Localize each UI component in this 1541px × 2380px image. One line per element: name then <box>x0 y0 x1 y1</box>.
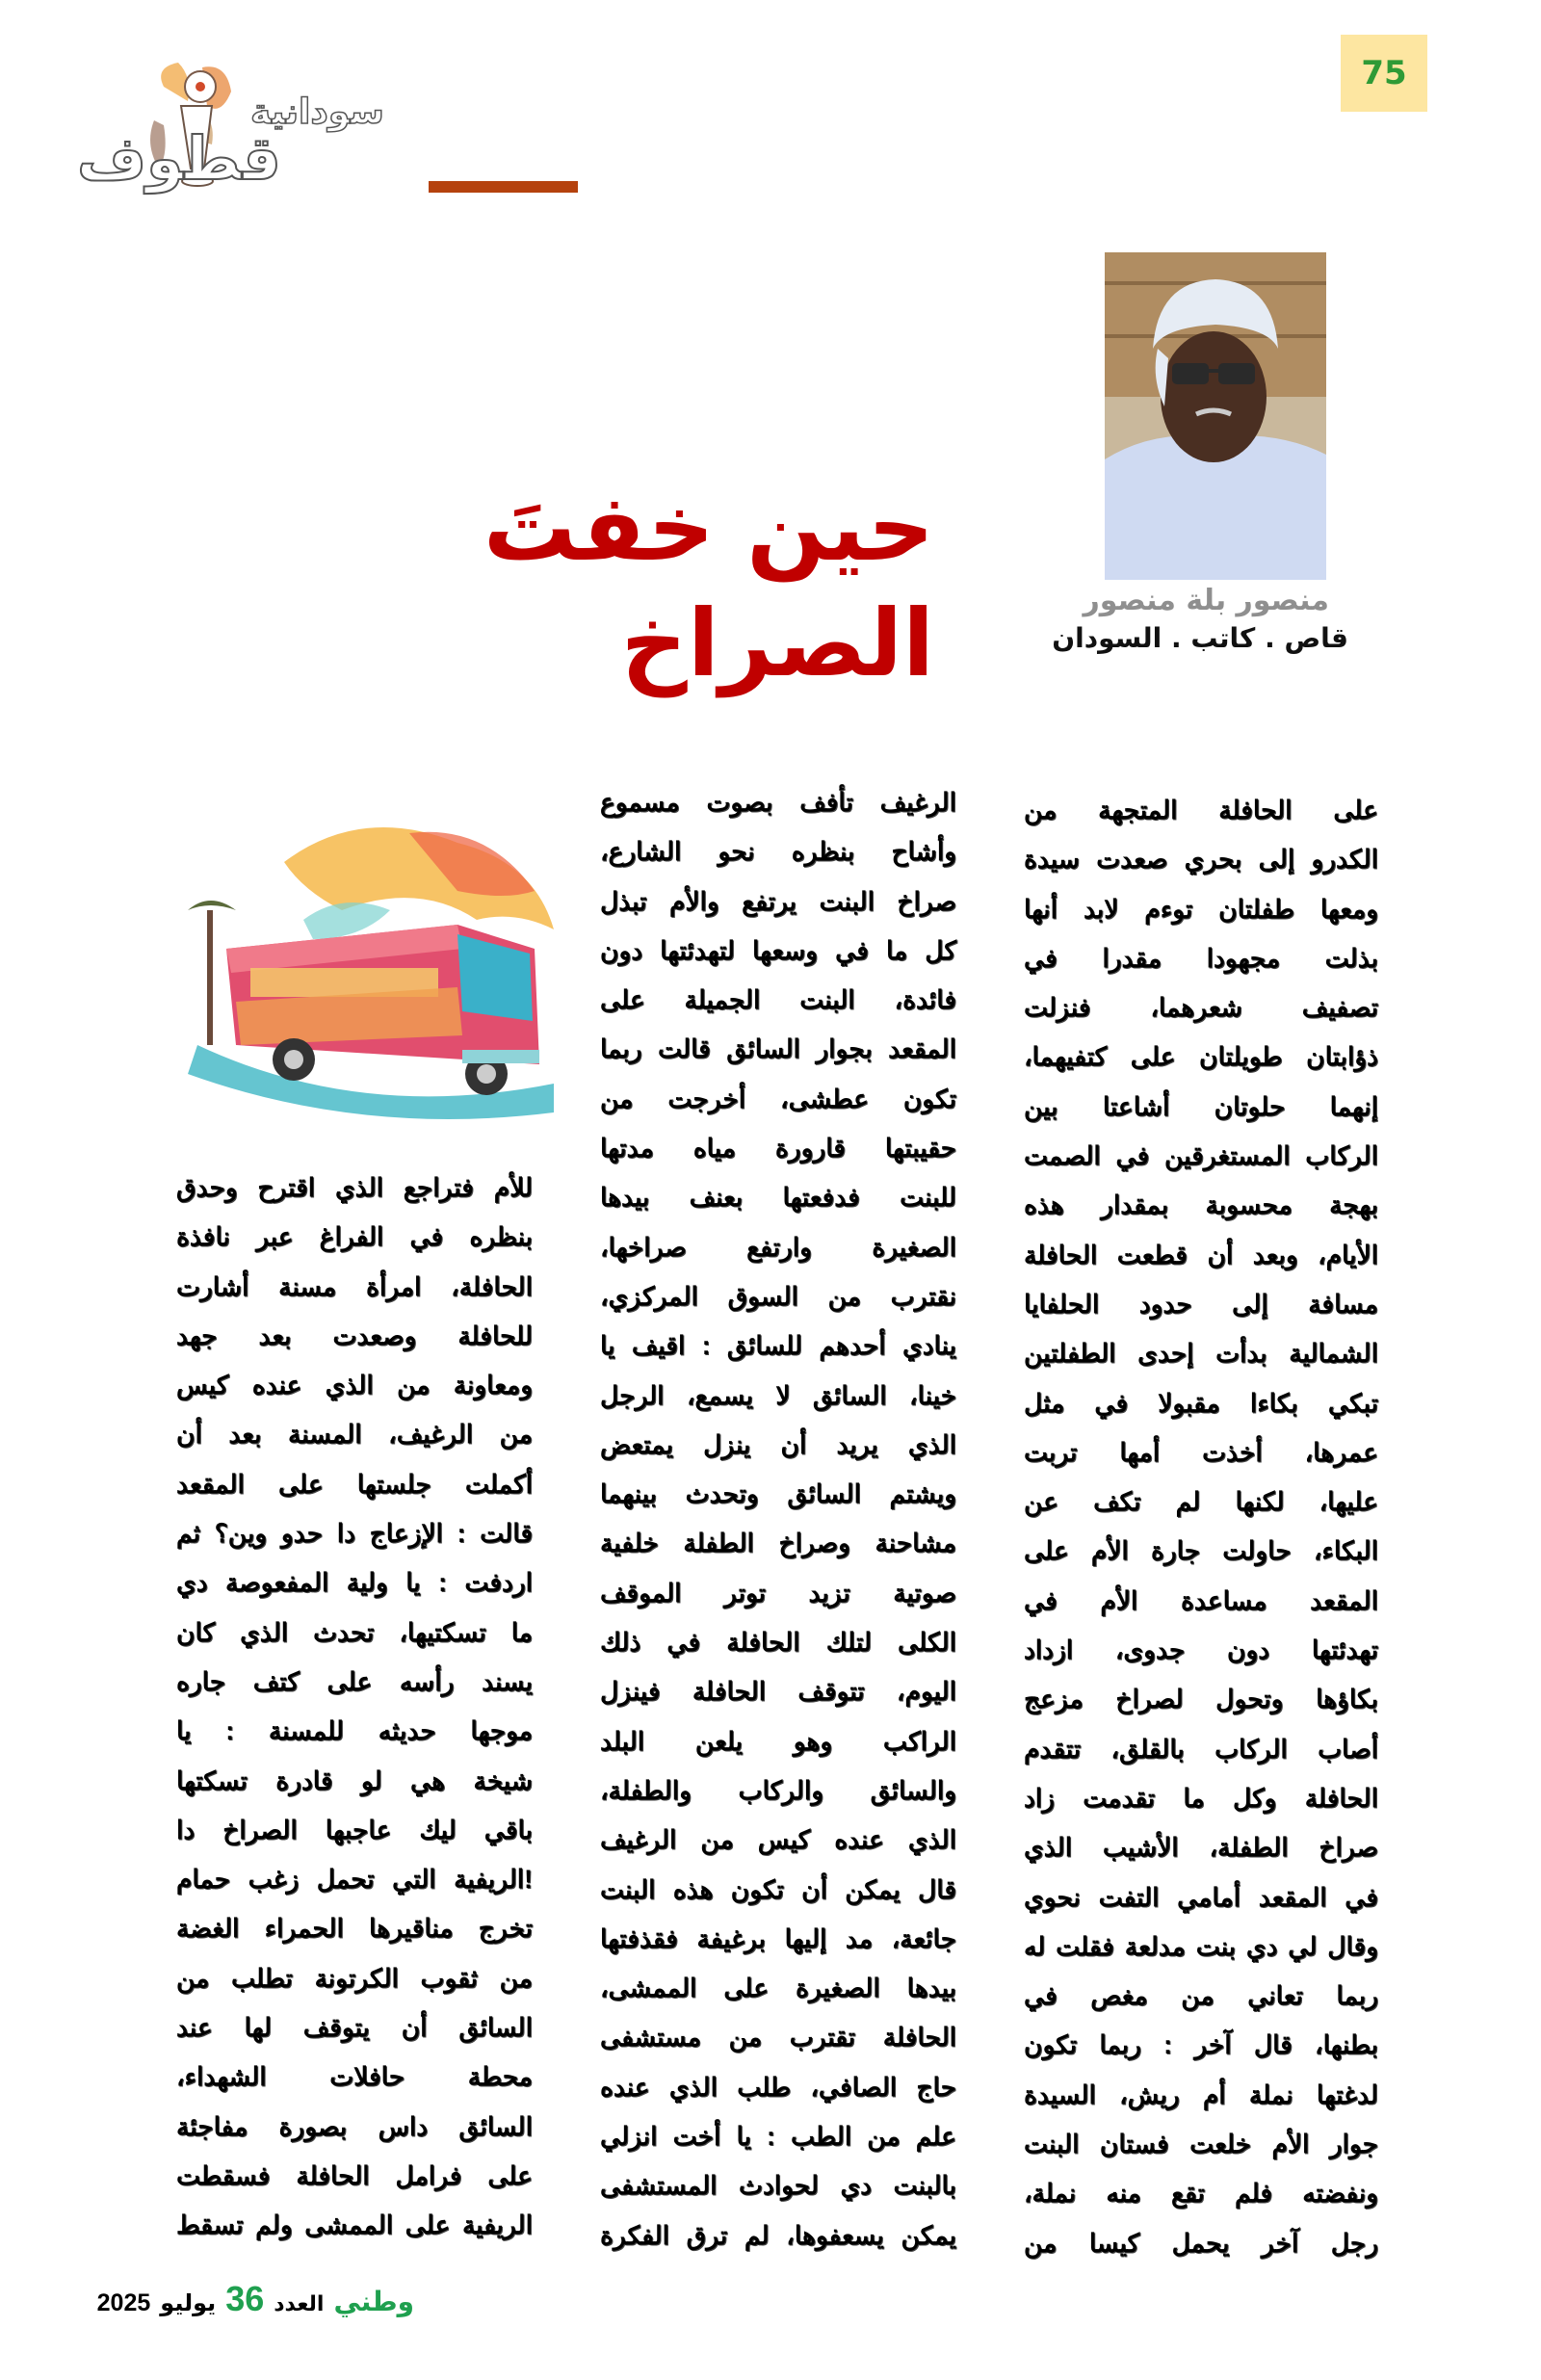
article-line: نقترب من السوق المركزي، <box>600 1281 956 1311</box>
bus-illustration <box>169 804 573 1137</box>
accent-bar <box>429 181 578 193</box>
article-line: ونفضته فلم تقع منه نملة، <box>1024 2179 1378 2209</box>
article-line: تهدئتها دون جدوى، ازداد <box>1024 1635 1378 1665</box>
bus-icon <box>169 804 573 1137</box>
article-line: على فرامل الحافلة فسقطت <box>176 2160 533 2190</box>
issue-month: يوليو <box>160 2289 217 2316</box>
article-line: قال يمكن أن تكون هذه البنت <box>600 1874 956 1904</box>
article-line: الكدرو إلى بحري صعدت سيدة <box>1024 845 1378 875</box>
article-line: ومعها طفلتان توءم لابد أنها <box>1024 894 1378 924</box>
article-line: خينا، السائق لا يسمع، الرجل <box>600 1380 956 1410</box>
article-line: صوتية تزيد توتر الموقف <box>600 1578 956 1608</box>
article-title: حين خفتَ الصراخ <box>483 474 934 697</box>
logo-title: قطوف <box>77 123 281 194</box>
article-line: وقال لي دي بنت مدلعة فقلت له <box>1024 1931 1378 1961</box>
article-line: المقعد بجوار السائق قالت ربما <box>600 1034 956 1064</box>
article-line: محطة حافلات الشهداء، <box>176 2062 533 2092</box>
article-line: الكلى لتلك الحافلة في ذلك <box>600 1628 956 1658</box>
article-line: حاج الصافي، طلب الذي عنده <box>600 2072 956 2102</box>
article-line: الريفية على الممشى ولم تسقط <box>176 2210 533 2240</box>
author-portrait-icon <box>1105 252 1326 580</box>
article-line: جوار الأم خلعت فستان البنت <box>1024 2130 1378 2159</box>
article-line: تبكي بكاءا مقبولا في مثل <box>1024 1388 1378 1418</box>
article-line: ومعاونة من الذي عنده كيس <box>176 1371 533 1400</box>
section-logo <box>39 39 597 194</box>
article-line: أكملت جلستها على المقعد <box>176 1469 533 1499</box>
article-line: لدغتها نملة أم ريش، السيدة <box>1024 2079 1378 2109</box>
article-line: قالت : الإزعاج دا حدو وين؟ ثم <box>176 1519 533 1549</box>
article-line: الحافلة وكل ما تقدمت زاد <box>1024 1783 1378 1813</box>
page-footer <box>67 2279 414 2327</box>
article-line: صراخ الطفلة، الأشيب الذي <box>1024 1833 1378 1863</box>
article-line: يسند رأسه على كتف جاره <box>176 1666 533 1696</box>
issue-label: العدد <box>274 2292 325 2316</box>
article-line: على الحافلة المتجهة من <box>1024 796 1378 824</box>
article-line: في المقعد أمامي التفت نحوي <box>1024 1882 1378 1912</box>
article-line: اليوم، تتوقف الحافلة فينزل <box>600 1677 956 1707</box>
article-line: بنظره في الفراغ عبر نافذة <box>176 1222 533 1252</box>
article-line: الذي عنده كيس من الرغيف <box>600 1825 956 1855</box>
article-line: ذؤابتان طويلتان على كتفيهما، <box>1024 1042 1378 1072</box>
article-line: عمرها، أخذت أمها تربت <box>1024 1437 1378 1467</box>
page-number: 75 <box>1341 35 1427 112</box>
article-line: ما تسكتيها، تحدث الذي كان <box>176 1617 533 1647</box>
issue-number: 36 <box>225 2279 265 2318</box>
article-line: الذي يريد أن ينزل يمتعض <box>600 1429 956 1459</box>
article-line: اردفت : يا ولية المفعوصة دي <box>176 1568 533 1598</box>
article-line: بكاؤها وتحول لصراخ مزعج <box>1024 1685 1378 1714</box>
article-line: الشمالية بدأت إحدى الطفلتين <box>1024 1339 1378 1369</box>
article-line: بالبنت دي لحوادث المستشفى <box>600 2171 956 2201</box>
issue-year: 2025 <box>96 2289 151 2316</box>
author-photo <box>1105 252 1326 580</box>
article-line: بهجة محسوبة بمقدار هذه <box>1024 1190 1378 1220</box>
article-line: !الريفية التي تحمل زغب حمام <box>176 1865 533 1895</box>
article-line: باقي ليك عاجبها الصراخ دا <box>176 1815 533 1844</box>
article-column-1 <box>1024 786 1378 2268</box>
article-line: السائق داس بصورة مفاجئة <box>176 2111 533 2141</box>
article-line: البكاء، حاولت جارة الأم على <box>1024 1536 1378 1566</box>
article-line: للحافلة وصعدت بعد جهد <box>176 1321 533 1350</box>
article-line: بيدها الصغيرة على الممشى، <box>600 1974 956 2003</box>
article-line: مشاحنة وصراخ الطفلة خلفية <box>600 1529 956 1558</box>
article-line: من ثقوب الكرتونة تطلب من <box>176 1963 533 1993</box>
article-line: فائدة، البنت الجميلة على <box>600 985 956 1015</box>
article-line: ويشتم السائق وتحدث بينهما <box>600 1479 956 1509</box>
article-line: المقعد مساعدة الأم في <box>1024 1585 1378 1615</box>
article-line: مسافة إلى حدود الحلفايا <box>1024 1289 1378 1319</box>
article-line: جائعة، مد إليها برغيفة فقذفتها <box>600 1923 956 1953</box>
article-line: أصاب الركاب بالقلق، تتقدم <box>1024 1734 1378 1764</box>
article-line: الصغيرة وارتفع صراخها، <box>600 1232 956 1262</box>
article-line: كل ما في وسعها لتهدئتها دون <box>600 935 956 965</box>
article-line: تصفيف شعرهما، فنزلت <box>1024 993 1378 1023</box>
logo-subtitle: سودانية <box>250 92 384 132</box>
article-line: للبنت فدفعتها بعنف بيدها <box>600 1183 956 1213</box>
article-line: الأيام، وبعد أن قطعت الحافلة <box>1024 1240 1378 1269</box>
author-role: قاص . كاتب . السودان <box>1052 622 1348 654</box>
article-line: بطنها، قال آخر : ربما تكون <box>1024 2030 1378 2060</box>
article-line: شيخة هي لو قادرة تسكتها <box>176 1765 533 1795</box>
article-line: والسائق والركاب والطفلة، <box>600 1775 956 1805</box>
magazine-name: وطني <box>333 2286 414 2317</box>
article-line: الركاب المستغرقين في الصمت <box>1024 1141 1378 1171</box>
article-line: موجها حديثه للمسنة : يا <box>176 1716 533 1746</box>
article-line: للأم فتراجع الذي اقترح وحدق <box>176 1173 533 1202</box>
article-line: تخرج مناقيرها الحمراء الغضة <box>176 1914 533 1944</box>
article-line: يمكن يسعفوها، لم ترق الفكرة <box>600 2220 956 2250</box>
article-line: تكون عطشى، أخرجت من <box>600 1084 956 1113</box>
article-line: رجل آخر يحمل كيسا من <box>1024 2228 1378 2258</box>
article-line: علم من الطب : يا أخت انزلي <box>600 2122 956 2152</box>
article-line: إنهما حلوتان أشاعتا بين <box>1024 1091 1378 1121</box>
article-line: الحافلة، امرأة مسنة أشارت <box>176 1271 533 1301</box>
article-line: ربما تعاني من مغص في <box>1024 1981 1378 2011</box>
article-line: وأشاح بنظره نحو الشارع، <box>600 837 956 867</box>
article-line: الراكب وهو يلعن البلد <box>600 1726 956 1756</box>
article-line: ينادي أحدهم للسائق : اقيف يا <box>600 1331 956 1361</box>
article-line: صراخ البنت يرتفع والأم تبذل <box>600 886 956 916</box>
article-column-3 <box>176 1164 533 2251</box>
article-line: عليها، لكنها لم تكف عن <box>1024 1487 1378 1517</box>
article-line: الحافلة تقترب من مستشفى <box>600 2023 956 2053</box>
article-line: من الرغيف، المسنة بعد أن <box>176 1420 533 1450</box>
article-line: السائق أن يتوقف لها عند <box>176 2013 533 2043</box>
article-column-2 <box>600 778 956 2261</box>
author-name: منصور بلة منصور <box>1083 584 1329 617</box>
article-line: بذلت مجهودا مقدرا في <box>1024 943 1378 973</box>
article-line: حقيبتها قارورة مياه مدتها <box>600 1134 956 1164</box>
article-line: الرغيف تأفف بصوت مسموع <box>600 788 956 817</box>
